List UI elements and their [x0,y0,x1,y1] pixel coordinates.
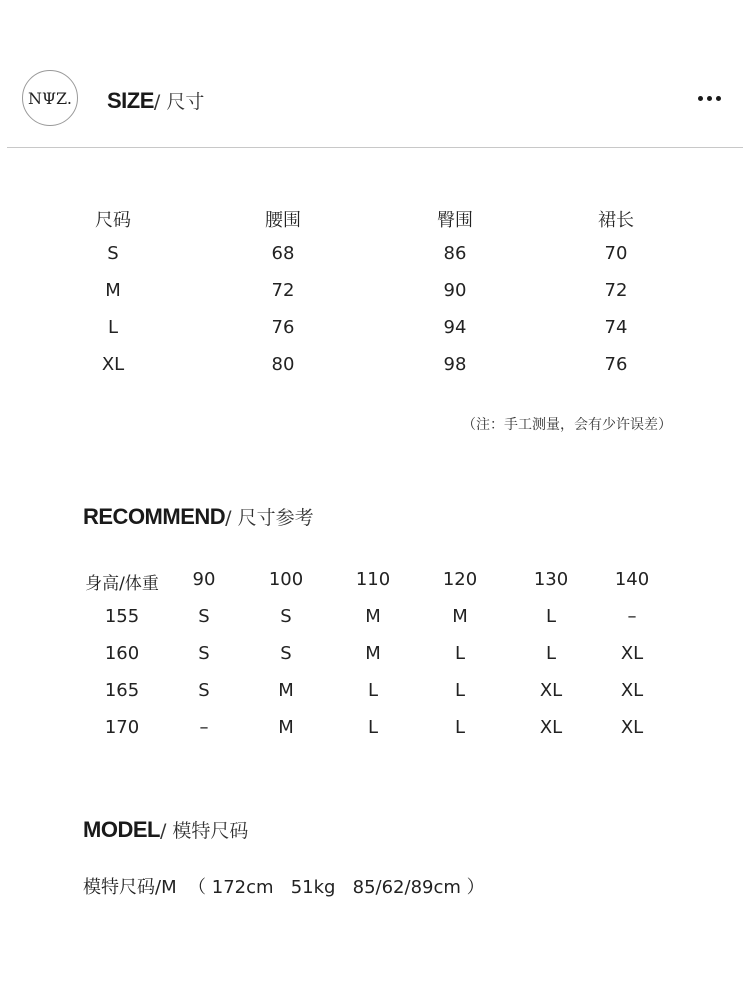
table-cell: 70 [604,243,628,264]
table-header-cell: 裙长 [598,210,634,231]
recommend-title [83,503,314,530]
table-cell: XL [539,680,563,701]
table-cell: XL [620,680,644,701]
model-size-info: 模特尺码/M （ 172cm 51kg 85/62/89cm ） [83,877,485,898]
table-cell: S [280,606,292,627]
table-cell: 80 [271,354,295,375]
table-cell: S [198,680,210,701]
table-cell: 74 [604,317,628,338]
page-title-en: SIZE [107,88,154,113]
table-cell: 170 [104,717,140,738]
table-cell: – [627,606,637,627]
table-header-cell: 140 [614,569,650,590]
table-cell: 155 [104,606,140,627]
table-header-cell: 身高/体重 [85,574,159,594]
table-header-cell: 腰围 [265,210,301,231]
table-cell: 86 [443,243,467,264]
table-cell: 68 [271,243,295,264]
table-header-cell: 110 [355,569,391,590]
table-cell: 76 [604,354,628,375]
table-cell: XL [620,717,644,738]
table-cell: XL [620,643,644,664]
measurement-note: （注：手工测量，会有少许误差） [462,417,672,433]
table-cell: M [278,680,294,701]
more-options-icon[interactable] [698,96,721,101]
model-title-en: MODEL [83,817,160,842]
table-cell: S [107,243,119,264]
table-cell: 160 [104,643,140,664]
recommend-title-zh: / 尺寸参考 [225,507,314,529]
table-cell: XL [101,354,125,375]
brand-logo [22,70,78,126]
table-cell: M [452,606,468,627]
table-cell: M [278,717,294,738]
header-divider [7,147,743,148]
table-cell: L [367,680,379,701]
brand-logo-text: NΨZ. [28,88,72,108]
table-cell: 72 [604,280,628,301]
table-cell: L [107,317,119,338]
table-cell: XL [539,717,563,738]
table-cell: 165 [104,680,140,701]
table-cell: L [454,680,466,701]
table-cell: – [199,717,209,738]
page-title-zh: / 尺寸 [153,91,205,113]
table-cell: 76 [271,317,295,338]
table-cell: 94 [443,317,467,338]
table-header-cell: 尺码 [95,210,131,231]
table-cell: L [367,717,379,738]
table-cell: M [365,643,381,664]
page-title [107,87,204,114]
table-cell: S [280,643,292,664]
table-header-cell: 臀围 [437,210,473,231]
model-title-zh: / 模特尺码 [159,820,249,842]
table-cell: L [545,606,557,627]
table-cell: S [198,643,210,664]
table-cell: L [545,643,557,664]
recommend-title-en: RECOMMEND [83,504,226,529]
table-header-cell: 90 [192,569,216,590]
table-header-cell: 100 [268,569,304,590]
table-cell: L [454,643,466,664]
table-cell: L [454,717,466,738]
table-cell: M [105,280,121,301]
table-cell: 90 [443,280,467,301]
table-cell: M [365,606,381,627]
table-header-cell: 120 [442,569,478,590]
model-title [83,816,248,843]
table-cell: 72 [271,280,295,301]
table-header-cell: 130 [533,569,569,590]
table-cell: S [198,606,210,627]
table-cell: 98 [443,354,467,375]
